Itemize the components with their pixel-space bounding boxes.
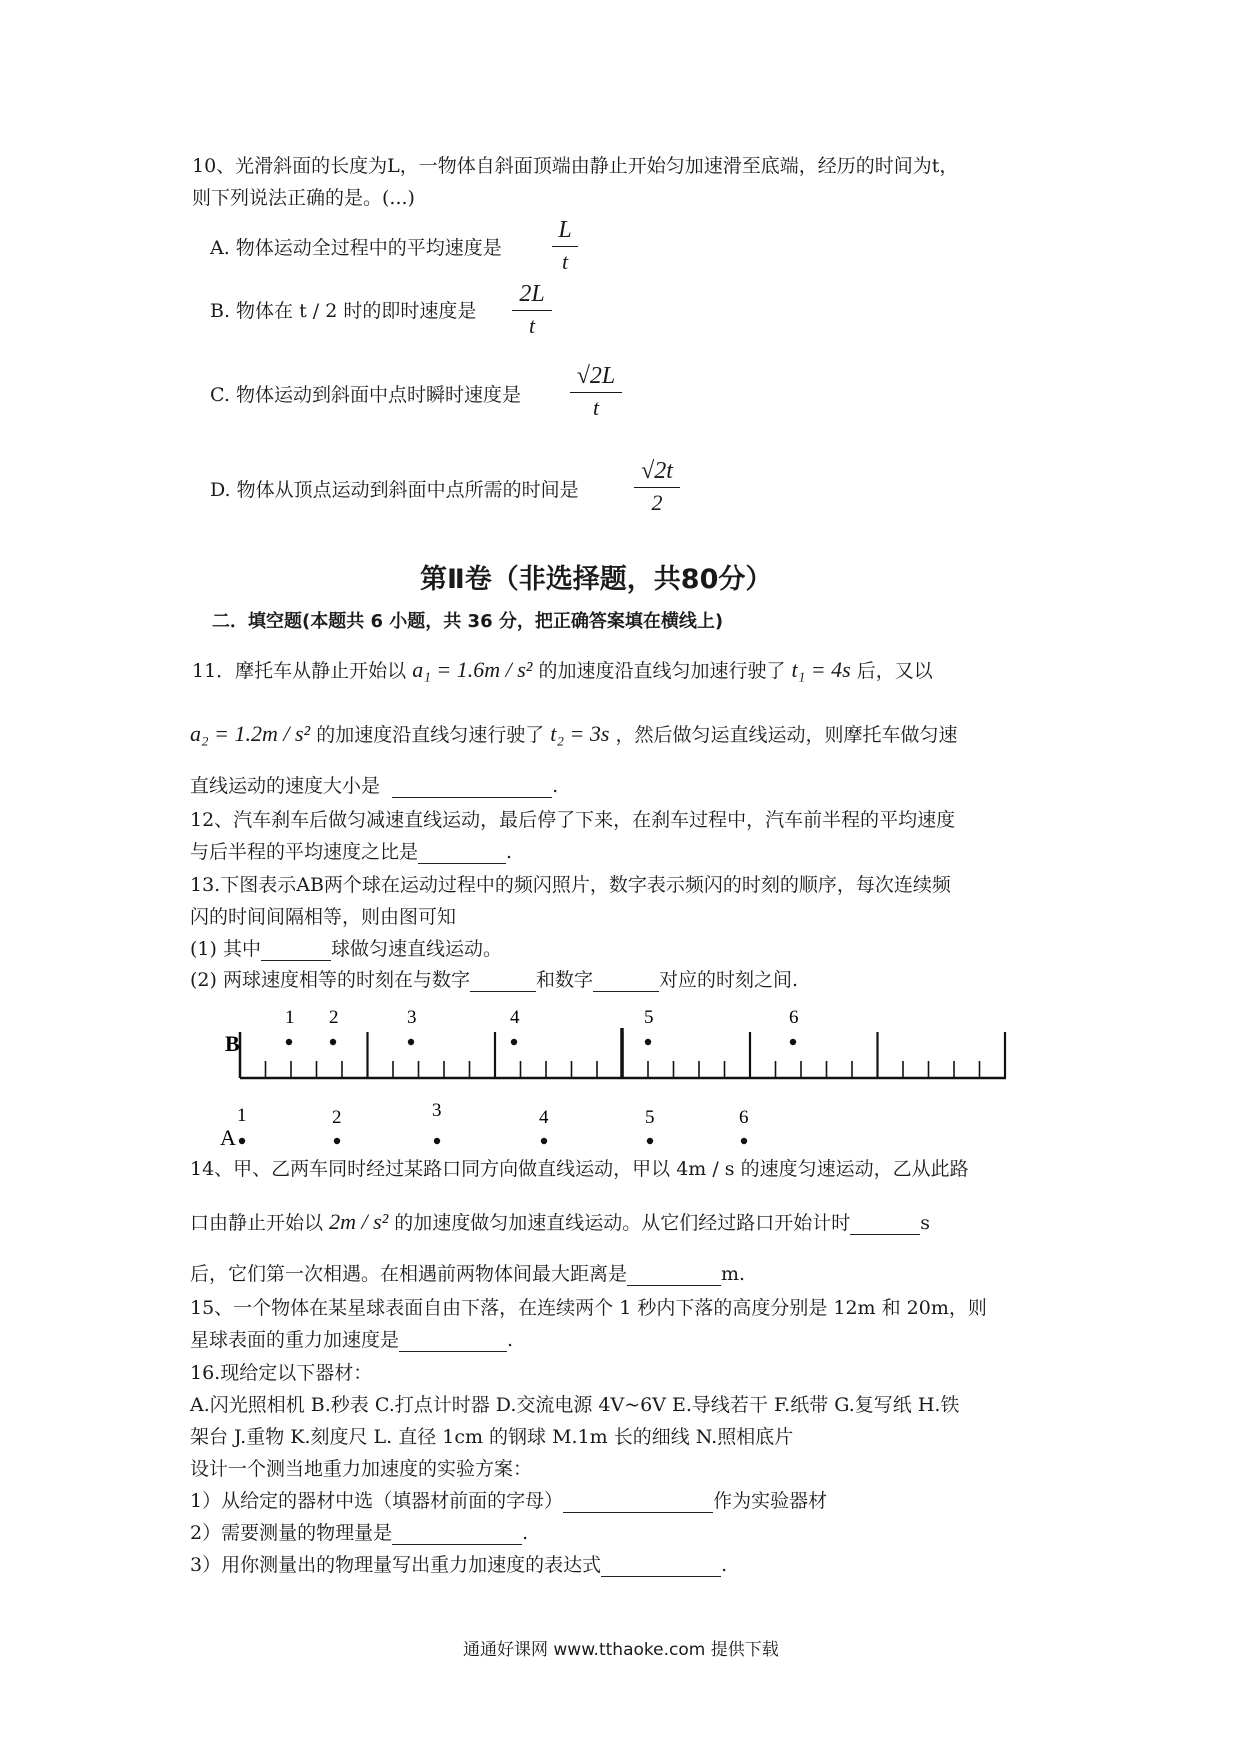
ball-b-dot [408, 1039, 414, 1045]
answer-blank[interactable] [601, 1556, 721, 1577]
q11-line1: 11．摩托车从静止开始以 a₁ = 1.6m / s² 的加速度沿直线匀加速行驶了 t₁ = 4s 后，又以 [192, 657, 933, 682]
q10-option-c: C. 物体运动到斜面中点时瞬时速度是 [210, 384, 521, 406]
ball-a-label: 5 [645, 1107, 655, 1128]
fraction-denominator: t [528, 313, 536, 338]
q11-line3: 直线运动的速度大小是 . [190, 775, 559, 797]
ball-a-label: 2 [332, 1107, 342, 1128]
ball-b-label: 4 [510, 1007, 520, 1028]
ball-b-label: 6 [789, 1007, 799, 1028]
ball-a-dot [239, 1138, 245, 1144]
q14-line1: 14、甲、乙两车同时经过某路口同方向做直线运动，甲以 4m / s 的速度匀速运动，乙从此路 [190, 1158, 969, 1180]
q10-option-d: D. 物体从顶点运动到斜面中点所需的时间是 [210, 479, 579, 501]
fraction-denominator: t [561, 249, 569, 274]
q16-sub2: 2）需要测量的物理量是 . [190, 1522, 529, 1544]
q16-line2: A.闪光照相机 B.秒表 C.打点计时器 D.交流电源 4V~6V E.导线若干 F.纸带 G.复写纸 H.铁 [190, 1394, 960, 1416]
ball-a-dot [741, 1138, 747, 1144]
part2-title: 第Ⅱ卷（非选择题，共80分） [420, 564, 773, 595]
q16-line1: 16.现给定以下器材： [190, 1362, 373, 1384]
q10-option-a: A. 物体运动全过程中的平均速度是 [210, 237, 502, 259]
ball-a-label: 3 [432, 1100, 442, 1121]
ball-b-label: 2 [329, 1007, 339, 1028]
fraction-denominator: 2 [651, 490, 663, 515]
ball-b-dot [286, 1039, 292, 1045]
ball-b-dot [645, 1039, 651, 1045]
ball-b-dot [511, 1039, 517, 1045]
ball-a-label: 4 [539, 1107, 549, 1128]
ball-b-label: 3 [407, 1007, 417, 1028]
ball-a-label: 6 [739, 1107, 749, 1128]
ball-b-label: 1 [285, 1007, 295, 1028]
q14-line3: 后，它们第一次相遇。在相遇前两物体间最大距离是 m. [190, 1263, 746, 1285]
q13-line1: 13.下图表示AB两个球在运动过程中的频闪照片，数字表示频闪的时刻的顺序，每次连续频 [190, 874, 951, 896]
q12-line1: 12、汽车刹车后做匀减速直线运动，最后停了下来，在刹车过程中，汽车前半程的平均速度 [190, 809, 956, 831]
answer-blank[interactable] [392, 1524, 522, 1545]
fraction-numerator: 2L [519, 281, 545, 307]
answer-blank[interactable] [850, 1214, 920, 1235]
label-b: B [225, 1031, 240, 1056]
q15-line1: 15、一个物体在某星球表面自由下落，在连续两个 1 秒内下落的高度分别是 12m 和 20m，则 [190, 1297, 987, 1319]
q10-stem-line1: 10、光滑斜面的长度为L，一物体自斜面顶端由静止开始匀加速滑至底端，经历的时间为t， [192, 155, 959, 177]
q11-formula-t1: t₁ = 4s [791, 657, 851, 682]
q11-formula-a2: a₂ = 1.2m / s² [190, 721, 311, 746]
fraction-numerator: √2t [641, 458, 673, 484]
ball-b-dot [790, 1039, 796, 1045]
ball-a-dots [237, 1100, 749, 1144]
label-a: A [220, 1125, 236, 1150]
q11-formula-t2: t₂ = 3s [550, 721, 610, 746]
q14-line2: 口由静止开始以 2m / s² 的加速度做匀加速直线运动。从它们经过路口开始计时 s [190, 1209, 931, 1234]
q16-line4: 设计一个测当地重力加速度的实验方案： [190, 1458, 533, 1480]
fraction-denominator: t [592, 395, 600, 420]
ball-b-dots [285, 1007, 799, 1045]
ball-a-dot [434, 1138, 440, 1144]
q13-line2: 闪的时间间隔相等，则由图可知 [190, 906, 457, 928]
ruler [240, 1028, 1006, 1078]
ball-b-dot [330, 1039, 336, 1045]
q16-sub1: 1）从给定的器材中选（填器材前面的字母） 作为实验器材 [190, 1490, 828, 1512]
q15-line2: 星球表面的重力加速度是 . [190, 1329, 514, 1351]
answer-blank[interactable] [563, 1492, 713, 1513]
q11-formula-a1: a₁ = 1.6m / s² [412, 657, 533, 682]
q16-sub3: 3）用你测量出的物理量写出重力加速度的表达式 . [190, 1554, 728, 1576]
q13-sub2: (2) 两球速度相等的时刻在与数字 和数字 对应的时刻之间. [190, 969, 799, 991]
ball-a-dot [647, 1138, 653, 1144]
q10-option-b: B. 物体在 t / 2 时的即时速度是 [210, 300, 477, 322]
answer-blank[interactable] [399, 1331, 507, 1352]
ball-b-label: 5 [644, 1007, 654, 1028]
q14-formula-accel: 2m / s² [329, 1209, 389, 1234]
ball-a-dot [541, 1138, 547, 1144]
ball-a-label: 1 [237, 1105, 247, 1126]
answer-blank[interactable] [627, 1265, 721, 1286]
q11-line2: a₂ = 1.2m / s² 的加速度沿直线匀速行驶了 t₂ = 3s ，然后做匀运直线运动，则摩托车做匀速 [190, 721, 958, 746]
q12-line2: 与后半程的平均速度之比是 . [190, 841, 513, 863]
ball-a-dot [334, 1138, 340, 1144]
section2-title: 二．填空题(本题共 6 小题，共 36 分，把正确答案填在横线上) [212, 611, 724, 632]
q13-sub1: (1) 其中 球做匀速直线运动。 [190, 938, 502, 960]
page-footer: 通通好课网 www.tthaoke.com 提供下载 [463, 1640, 779, 1660]
q10-stem-line2: 则下列说法正确的是。(...) [192, 187, 415, 209]
q16-line3: 架台 J.重物 K.刻度尺 L. 直径 1cm 的钢球 M.1m 长的细线 N.照相底片 [190, 1426, 794, 1448]
fraction-numerator: √2L [576, 363, 616, 389]
fraction-numerator: L [558, 217, 572, 243]
